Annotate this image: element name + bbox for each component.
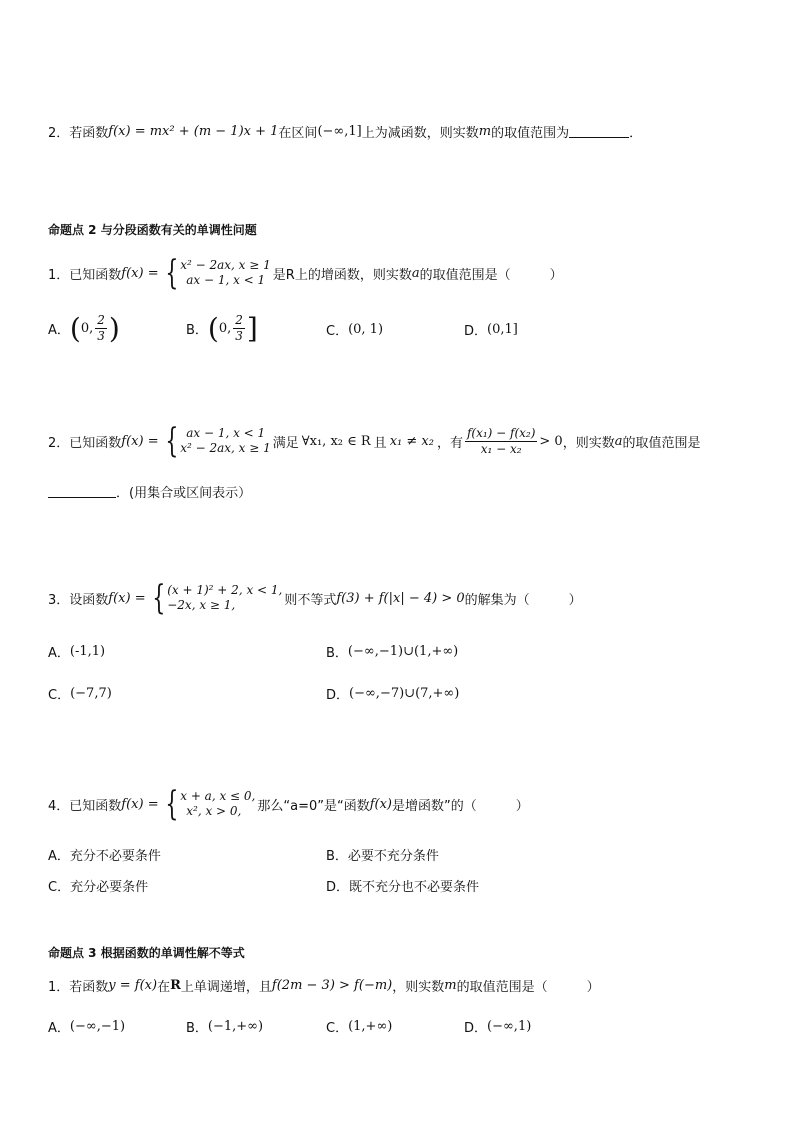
option-b[interactable] — [186, 1017, 263, 1036]
math-expression: ∀x₁, x₂ ∈ R — [301, 433, 371, 449]
option-label: A． — [48, 849, 70, 864]
piecewise-function — [148, 578, 283, 618]
option-label: C． — [326, 1021, 349, 1036]
s2-question-2 — [48, 421, 701, 461]
option-value: 既不充分也不必要条件 — [349, 880, 480, 895]
s2-question-4 — [48, 784, 529, 824]
question-text: 的解集为（ ） — [464, 592, 582, 608]
paren-left: ( — [207, 311, 219, 345]
option-label: D． — [326, 880, 350, 895]
math-function: f(x) = — [121, 265, 159, 281]
question-text: 4．已知函数 — [48, 798, 122, 814]
option-value: (−7,7) — [70, 686, 112, 701]
question-text: 则不等式 — [284, 592, 337, 608]
piecewise-function — [161, 784, 256, 824]
option-value: 0, — [80, 321, 94, 336]
question-text: 的取值范围是 — [622, 435, 701, 451]
fraction-denominator: x₁ − x₂ — [480, 441, 522, 456]
math-function: f(x) = — [121, 796, 159, 812]
section-title-2: 命题点 2 与分段函数有关的单调性问题 — [48, 223, 257, 237]
piecewise-function — [161, 253, 271, 293]
piecewise-case: −2x, x ≥ 1, — [167, 598, 236, 612]
option-label: C． — [48, 880, 71, 895]
option-label: D． — [464, 324, 488, 339]
fraction-numerator: 2 — [97, 313, 105, 327]
brace-icon: { — [164, 421, 178, 461]
option-value: (-1,1) — [69, 644, 106, 659]
math-expression: > 0 — [539, 433, 563, 449]
piecewise-case: x² − 2ax, x ≥ 1 — [180, 441, 271, 455]
option-value: (−∞,−1) — [69, 1019, 126, 1034]
option-value: 充分必要条件 — [70, 880, 149, 895]
question-text: 那么“a=0”是“函数 — [257, 798, 370, 814]
option-c[interactable] — [326, 320, 383, 339]
option-label: A． — [48, 323, 70, 338]
option-c[interactable] — [48, 876, 148, 895]
math-expression: f(3) + f(|x| − 4) > 0 — [336, 590, 465, 606]
piecewise-case: ax − 1, x < 1 — [186, 426, 266, 440]
option-value: (1,+∞) — [348, 1019, 393, 1034]
math-interval: (−∞,1] — [317, 124, 362, 139]
option-value: 充分不必要条件 — [69, 849, 161, 864]
option-label: D． — [464, 1021, 488, 1036]
answer-blank[interactable] — [48, 485, 116, 498]
math-variable: a — [411, 265, 420, 281]
question-text: 的取值范围是（ ） — [419, 267, 563, 283]
option-a[interactable] — [48, 642, 105, 661]
option-c[interactable] — [48, 684, 112, 703]
option-a[interactable] — [48, 313, 120, 344]
option-b[interactable] — [326, 642, 458, 661]
piecewise-case: x² − 2ax, x ≥ 1 — [180, 258, 271, 272]
option-label: B． — [326, 646, 348, 661]
paren-left: ( — [69, 311, 81, 345]
math-expression: f(x) — [369, 796, 393, 812]
question-text: ，则实数 — [562, 435, 615, 451]
fraction-denominator: 3 — [97, 329, 105, 343]
question-text: ．(用集合或区间表示） — [116, 486, 252, 501]
s2-question-3 — [48, 578, 582, 618]
option-label: A． — [48, 1021, 70, 1036]
math-expression: y = f(x) — [108, 978, 158, 993]
math-expression: f(2m − 3) > f(−m) — [271, 978, 393, 993]
option-b[interactable] — [326, 845, 439, 864]
fraction-numerator: 2 — [235, 313, 243, 327]
section-title-3: 命题点 3 根据函数的单调性解不等式 — [48, 946, 245, 960]
question-text: ，有 — [436, 435, 463, 451]
option-d[interactable] — [326, 684, 459, 703]
option-value: (−∞,−7)∪(7,+∞) — [349, 686, 460, 701]
question-text: 的取值范围为 — [491, 126, 570, 141]
option-value: (−1,+∞) — [207, 1019, 264, 1034]
s3-question-1 — [48, 976, 600, 995]
piecewise-case: x + a, x ≤ 0, — [180, 789, 256, 803]
option-b[interactable] — [186, 313, 258, 344]
option-label: B． — [186, 1021, 208, 1036]
s2-question-1 — [48, 253, 563, 293]
s2-question-2-answer — [48, 482, 251, 501]
math-variable: m — [444, 978, 457, 993]
math-expression: x₁ ≠ x₂ — [389, 433, 434, 449]
question-text: 1．若函数 — [48, 980, 109, 995]
option-value: (0,1] — [487, 322, 518, 337]
math-variable: a — [614, 433, 623, 449]
math-set: R — [170, 978, 181, 993]
piecewise-case: x², x > 0, — [186, 804, 242, 818]
question-text: 是增函数”的（ ） — [392, 798, 529, 814]
option-d[interactable] — [464, 1017, 531, 1036]
question-text: 的取值范围是（ ） — [456, 980, 600, 995]
option-a[interactable] — [48, 1017, 125, 1036]
question-text: 1．已知函数 — [48, 267, 122, 283]
math-variable: m — [478, 124, 492, 139]
math-function: f(x) = — [121, 433, 159, 449]
question-text: 上单调递增，且 — [180, 980, 272, 995]
question-text: 在 — [157, 980, 171, 995]
question-text: ，则实数 — [392, 980, 445, 995]
brace-icon: { — [164, 253, 178, 293]
paren-right: ] — [246, 311, 258, 345]
fraction — [465, 426, 537, 457]
question-text: ． — [629, 126, 643, 141]
option-value: (−∞,1) — [487, 1019, 532, 1034]
answer-blank[interactable] — [569, 125, 629, 138]
fraction-denominator: 3 — [235, 329, 243, 343]
math-expression: f(x) = mx² + (m − 1)x + 1 — [108, 124, 279, 139]
option-label: D． — [326, 688, 350, 703]
option-d[interactable] — [464, 320, 518, 339]
brace-icon: { — [151, 578, 165, 618]
option-value: (−∞,−1)∪(1,+∞) — [347, 644, 459, 659]
option-label: C． — [326, 324, 349, 339]
question-prev-2 — [48, 122, 642, 141]
fraction — [95, 313, 107, 344]
option-label: B． — [186, 323, 208, 338]
fraction-numerator: f(x₁) − f(x₂) — [466, 425, 536, 440]
option-label: A． — [48, 646, 70, 661]
fraction — [233, 313, 245, 344]
option-c[interactable] — [326, 1017, 392, 1036]
brace-icon: { — [164, 784, 178, 824]
option-label: B． — [326, 849, 348, 864]
piecewise-case: ax − 1, x < 1 — [186, 273, 266, 287]
math-function: f(x) = — [108, 590, 146, 606]
question-text: 3．设函数 — [48, 592, 109, 608]
question-text: 满足 — [272, 435, 299, 451]
option-a[interactable] — [48, 845, 161, 864]
option-value: 必要不充分条件 — [347, 849, 439, 864]
question-text: 2．若函数 — [48, 126, 109, 141]
option-d[interactable] — [326, 876, 479, 895]
option-label: C． — [48, 688, 71, 703]
piecewise-case: (x + 1)² + 2, x < 1, — [167, 583, 283, 597]
piecewise-function — [161, 421, 271, 461]
question-text: 是R上的增函数，则实数 — [272, 267, 412, 283]
question-text: 在区间 — [278, 126, 318, 141]
question-text: 2．已知函数 — [48, 435, 122, 451]
paren-right: ) — [108, 311, 120, 345]
option-value: 0, — [218, 321, 232, 336]
question-text: 上为减函数，则实数 — [361, 126, 479, 141]
question-text: 且 — [373, 435, 387, 451]
option-value: (0, 1) — [348, 322, 384, 337]
